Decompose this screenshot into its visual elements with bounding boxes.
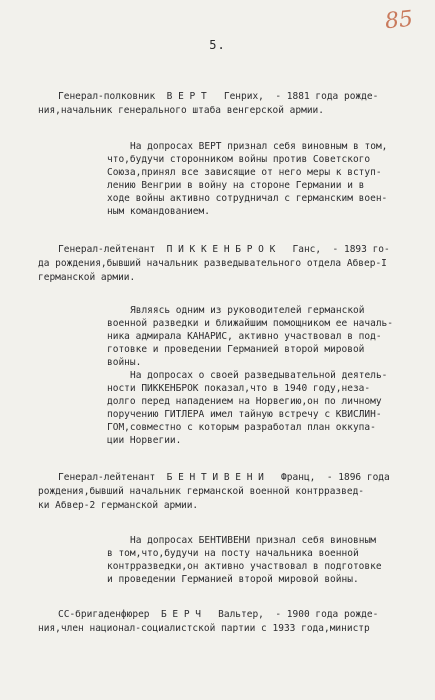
entry-body-line: лению Венгрии в войну на стороне Германии и в — [107, 180, 365, 191]
archive-page-number: 85 — [383, 6, 415, 35]
entry-heading-line: СС-бригаденфюрер Б Е Р Ч Вальтер, - 1900 года рожде- — [58, 609, 379, 620]
entry-heading-line: Генерал-лейтенант П И К К Е Н Б Р О К Ганс, - 1893 го- — [58, 244, 390, 255]
entry-body-line: контрразведки,он активно участвовал в подготовке — [107, 561, 382, 572]
entry-body-line: ника адмирала КАНАРИС, активно участвовал в под- — [107, 331, 382, 342]
entry-body-line: поручению ГИТЛЕРА имел тайную встречу с КВИСЛИН- — [107, 409, 382, 420]
entry-heading-line: рождения,бывший начальник германской военной контрразвед- — [38, 486, 365, 497]
entry-body-line: войны. — [107, 357, 142, 368]
entry-body-line: ности ПИККЕНБРОК показал,что в 1940 году,неза- — [107, 383, 371, 394]
page-number: 5. — [209, 38, 226, 52]
entry-heading-line: ния,член национал-социалистской партии с 1933 года,министр — [38, 623, 370, 634]
entry-body-line: Союза,принял все зависящие от него меры к вступ- — [107, 167, 382, 178]
entry-heading-line: Генерал-полковник В Е Р Т Генрих, - 1881 года рожде- — [58, 91, 379, 102]
entry-body-line: ным командованием. — [107, 206, 210, 217]
entry-body-line: готовке и проведении Германией второй мировой — [107, 344, 365, 355]
entry-body-line: На допросах о своей разведывательной деятель- — [130, 370, 388, 381]
entry-body-line: в том,что,будучи на посту начальника военной — [107, 548, 359, 559]
entry-body-line: На допросах БЕНТИВЕНИ признал себя виновным — [130, 535, 376, 546]
entry-body-line: Являясь одним из руководителей германской — [130, 305, 365, 316]
entry-heading-line: да рождения,бывший начальник разведывательного отдела Абвер-I — [38, 258, 387, 269]
entry-heading-line: ния,начальник генерального штаба венгерской армии. — [38, 105, 324, 116]
entry-heading-line: германской армии. — [38, 272, 136, 283]
entry-body-line: ходе войны активно сотрудничал с германским воен- — [107, 193, 388, 204]
entry-body-line: военной разведки и ближайшим помощником ее началь- — [107, 318, 393, 329]
entry-body-line: долго перед нападением на Норвегию,он по личному — [107, 396, 382, 407]
entry-body-line: ции Норвегии. — [107, 435, 182, 446]
entry-body-line: что,будучи сторонником войны против Советского — [107, 154, 371, 165]
entry-body-line: На допросах ВЕРТ признал себя виновным в том, — [130, 141, 388, 152]
entry-heading-line: ки Абвер-2 германской армии. — [38, 500, 199, 511]
entry-body-line: и проведении Германией второй мировой войны. — [107, 574, 359, 585]
entry-heading-line: Генерал-лейтенант Б Е Н Т И В Е Н И Франц, - 1896 года — [58, 472, 390, 483]
entry-body-line: ГОМ,совместно с которым разработал план оккупа- — [107, 422, 376, 433]
